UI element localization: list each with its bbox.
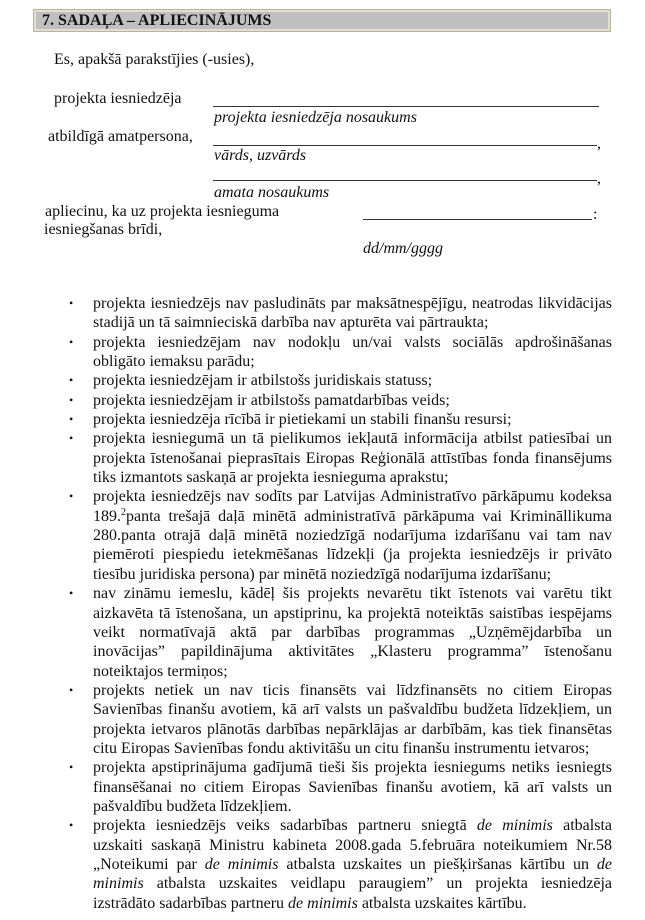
position-comma: ,: [597, 170, 601, 187]
position-hint: amata nosaukums: [214, 184, 330, 201]
official-label: atbildīgā amatpersona,: [48, 128, 193, 145]
declaration-intro: Es, apakšā parakstījies (-usies),: [54, 51, 255, 68]
statement-text: projekta apstiprinājuma gadījumā tieši šis projekta iesniegums netiks iesniegts finansēšanai no citiem Eiropas Savienības finanšu avotiem, kā arī valsts un pašvaldību budžeta līdzekļiem.: [93, 759, 612, 815]
applicant-name-hint: projekta iesniedzēja nosaukums: [214, 109, 417, 126]
position-field[interactable]: [213, 180, 597, 181]
statement-text: projekta iesniedzējs nav pasludināts par maksātnespējīgu, neatrodas likvidācijas stadijā un tā saimnieciskā darbība nav apturēta vai pārtraukta;: [93, 295, 612, 332]
statement-item: [60, 681, 612, 758]
section-title: 7. SADAĻA – APLIECINĀJUMS: [42, 12, 272, 29]
statement-text: projekta iesniedzējam nav nodokļu un/vai valsts sociālās apdrošināšanas obligāto iemaksu parādu;: [93, 333, 612, 371]
applicant-label: projekta iesniedzēja: [54, 90, 182, 107]
statement-text: projekts netiek un nav ticis finansēts vai līdzfinansēts no citiem Eiropas Savienības finanšu avotiem, kā arī valsts un pašvaldību budžeta līdzekļiem, un projekta ietvaros plānotās darbības nepārklājas ar darbībām, kas tiek finansētas citu Eiropas Savienības fondu aktivitāšu un citu finanšu instrumentu ietvaros;: [93, 681, 612, 757]
statement-text-part: projekta iesniedzējs veiks sadarbības partneru sniegtā: [93, 817, 477, 835]
statement-italic-term: de minimis: [93, 855, 612, 893]
statement-text-part: atbalsta uzskaites kārtību.: [357, 894, 527, 912]
bullet-icon: •: [69, 431, 74, 446]
statement-item: [60, 429, 612, 487]
statement-text-part: atbalsta uzskaites veidlapu paraugiem” un projekta iesniedzēja izstrādāto sadarbības partneru: [93, 875, 612, 912]
bullet-icon: •: [69, 818, 74, 833]
statement-list: [60, 294, 612, 913]
bullet-icon: •: [69, 373, 74, 388]
bullet-icon: •: [69, 682, 74, 697]
bullet-icon: •: [69, 586, 74, 601]
statement-text-part: atbalsta uzskaites un piešķiršanas kārtību un: [278, 855, 597, 873]
statement-italic-term: de minimis: [288, 894, 358, 912]
statement-text: projekta iesniedzējam ir atbilstošs juridiskais statuss;: [93, 372, 433, 390]
statement-text: nav zināmu iemeslu, kādēļ šis projekts nevarētu tikt īstenots vai varētu tikt aizkavēta tā īstenošana, un apstiprinu, ka projektā noteiktās saistības iespējams veikt normatīvajā aktā par darbības programmas „Uzņēmējdarbība un inovācijas” papildinājuma aktivitātes „Klasteru programma” īstenošanu noteiktajos termiņos;: [93, 585, 612, 680]
statement-item: [60, 816, 612, 913]
statement-item: [60, 391, 612, 410]
applicant-name-field[interactable]: [213, 106, 599, 107]
statement-text: projekta iesniegumā un tā pielikumos iekļautā informācija atbilst patiesībai un projekta īstenošanai pieprasītais Eiropas Reģionālā attīstības fonda finansējums tiks izmantots saskaņā ar projekta iesnieguma aprakstu;: [93, 430, 612, 487]
official-name-field[interactable]: [213, 145, 597, 146]
certify-line-2: iesniegšanas brīdi,: [44, 221, 163, 238]
statement-italic-term: de minimis: [204, 855, 279, 873]
section-header: [34, 10, 610, 31]
statement-item: [60, 758, 612, 816]
bullet-icon: •: [69, 296, 74, 310]
date-hint: dd/mm/gggg: [363, 240, 443, 257]
bullet-icon: •: [69, 412, 74, 427]
official-name-hint: vārds, uzvārds: [214, 147, 307, 164]
certify-line-1: apliecinu, ka uz projekta iesnieguma: [45, 203, 280, 220]
bullet-icon: •: [69, 334, 74, 349]
statement-item: [60, 584, 612, 681]
statement-text: projekta iesniedzēja rīcībā ir pietiekami un stabili finanšu resursi;: [93, 411, 512, 429]
statement-italic-term: de minimis: [476, 817, 553, 835]
bullet-icon: •: [69, 489, 74, 504]
statement-item: [60, 294, 612, 333]
statement-text-part: atbalsta uzskaiti saskaņā Ministru kabineta 2008.gada 5.februāra noteikumiem Nr.58 „Noteikumi par: [93, 817, 612, 873]
official-name-comma: ,: [597, 135, 601, 152]
statement-item: [60, 487, 612, 584]
bullet-icon: •: [69, 760, 74, 775]
statement-superscript: 2: [121, 506, 126, 518]
statement-item: [60, 410, 612, 429]
date-field[interactable]: [363, 219, 592, 220]
date-colon: :: [593, 206, 598, 223]
statement-item: [60, 371, 612, 390]
statement-item: [60, 333, 612, 372]
bullet-icon: •: [69, 392, 74, 407]
statement-text-part: projekta iesniedzējs nav sodīts par Latvijas Administratīvo pārkāpumu kodeksa 189.: [93, 488, 612, 525]
statement-text-part: panta trešajā daļā minētā administratīvā pārkāpuma vai Krimināllikuma 280.panta otrajā daļā minētā noziedzīgā nodarījuma izdarīšanu vai tam nav piemēroti piespiedu ietekmēšanas līdzekļi (ja projekta iesniedzējs ir privāto tiesību juridiska persona) par minētā noziedzīgā nodarījuma izdarīšanu;: [93, 507, 612, 583]
statement-text: projekta iesniedzējam ir atbilstošs pamatdarbības veids;: [93, 391, 450, 409]
